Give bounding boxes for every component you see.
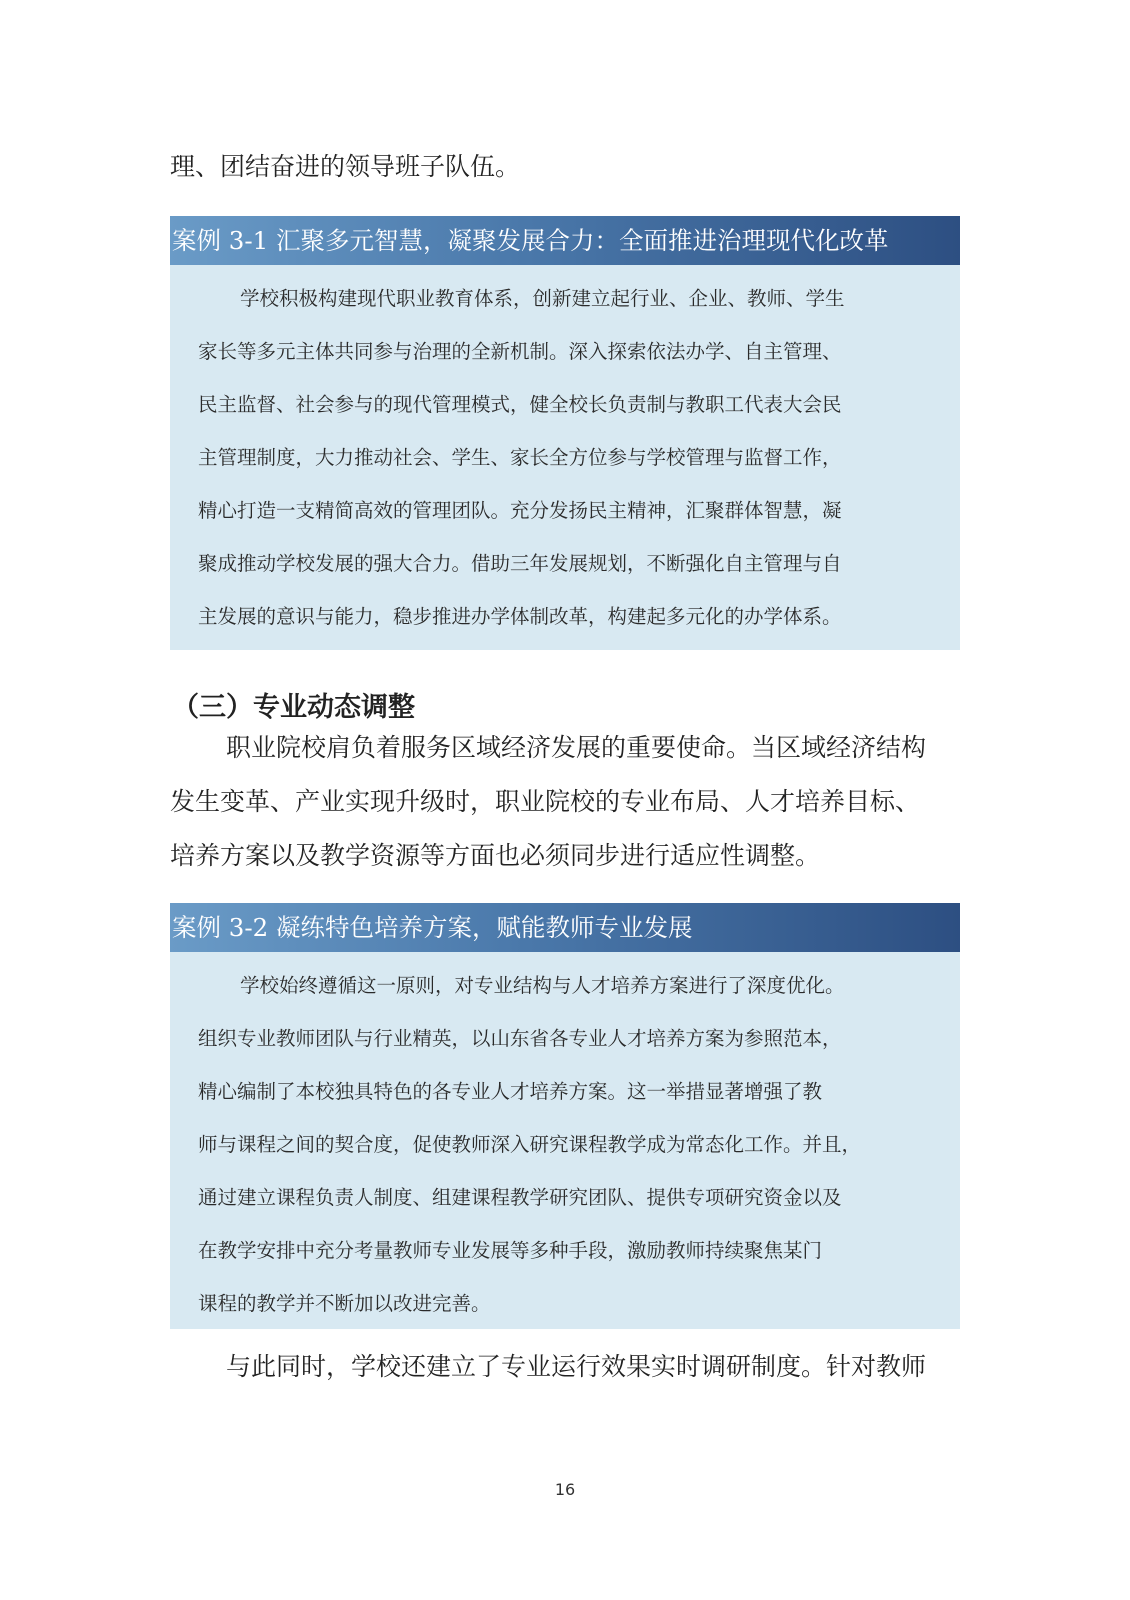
case-text-line: 主管理制度，大力推动社会、学生、家长全方位参与学校管理与监督工作， — [198, 446, 842, 469]
case-body — [170, 952, 960, 1330]
case-text-line: 组织专业教师团队与行业精英，以山东省各专业人才培养方案为参照范本， — [198, 1027, 842, 1050]
case-title: 案例 3-2 凝练特色培养方案，赋能教师专业发展 — [170, 903, 960, 952]
case-text-line: 精心打造一支精简高效的管理团队。充分发扬民主精神，汇聚群体智慧，凝 — [198, 499, 842, 522]
paragraph-line: 培养方案以及教学资源等方面也必须同步进行适应性调整。 — [170, 841, 821, 870]
case-text-line: 学校始终遵循这一原则，对专业结构与人才培养方案进行了深度优化。 — [240, 974, 845, 997]
case-text-line: 主发展的意识与能力，稳步推进办学体制改革，构建起多元化的办学体系。 — [198, 605, 842, 628]
case-box-3-2 — [170, 903, 960, 1329]
section-heading: （三）专业动态调整 — [172, 692, 415, 723]
continued-text-line: 理、团结奋进的领导班子队伍。 — [170, 152, 521, 181]
case-body — [170, 265, 960, 643]
case-text-line: 家长等多元主体共同参与治理的全新机制。深入探索依法办学、自主管理、 — [198, 340, 842, 363]
body-paragraph — [170, 721, 926, 883]
case-box-3-1 — [170, 216, 960, 650]
case-text-line: 聚成推动学校发展的强大合力。借助三年发展规划，不断强化自主管理与自 — [198, 552, 842, 575]
case-text-line: 民主监督、社会参与的现代管理模式，健全校长负责制与教职工代表大会民 — [198, 393, 842, 416]
case-text-line: 师与课程之间的契合度，促使教师深入研究课程教学成为常态化工作。并且， — [198, 1133, 862, 1156]
page-number: 16 — [554, 1480, 576, 1499]
case-text-line: 精心编制了本校独具特色的各专业人才培养方案。这一举措显著增强了教 — [198, 1080, 823, 1103]
paragraph-line: 职业院校肩负着服务区域经济发展的重要使命。当区域经济结构 — [226, 733, 927, 762]
paragraph-line: 发生变革、产业实现升级时，职业院校的专业布局、人才培养目标、 — [170, 787, 921, 816]
case-text-line: 学校积极构建现代职业教育体系，创新建立起行业、企业、教师、学生 — [240, 287, 845, 310]
case-text-line: 在教学安排中充分考量教师专业发展等多种手段，激励教师持续聚焦某门 — [198, 1239, 823, 1262]
case-text-line: 课程的教学并不断加以改进完善。 — [198, 1292, 491, 1315]
case-title: 案例 3-1 汇聚多元智慧，凝聚发展合力：全面推进治理现代化改革 — [170, 216, 960, 265]
case-text-line: 通过建立课程负责人制度、组建课程教学研究团队、提供专项研究资金以及 — [198, 1186, 842, 1209]
body-paragraph — [170, 1340, 926, 1394]
paragraph-line: 与此同时，学校还建立了专业运行效果实时调研制度。针对教师 — [226, 1352, 927, 1381]
